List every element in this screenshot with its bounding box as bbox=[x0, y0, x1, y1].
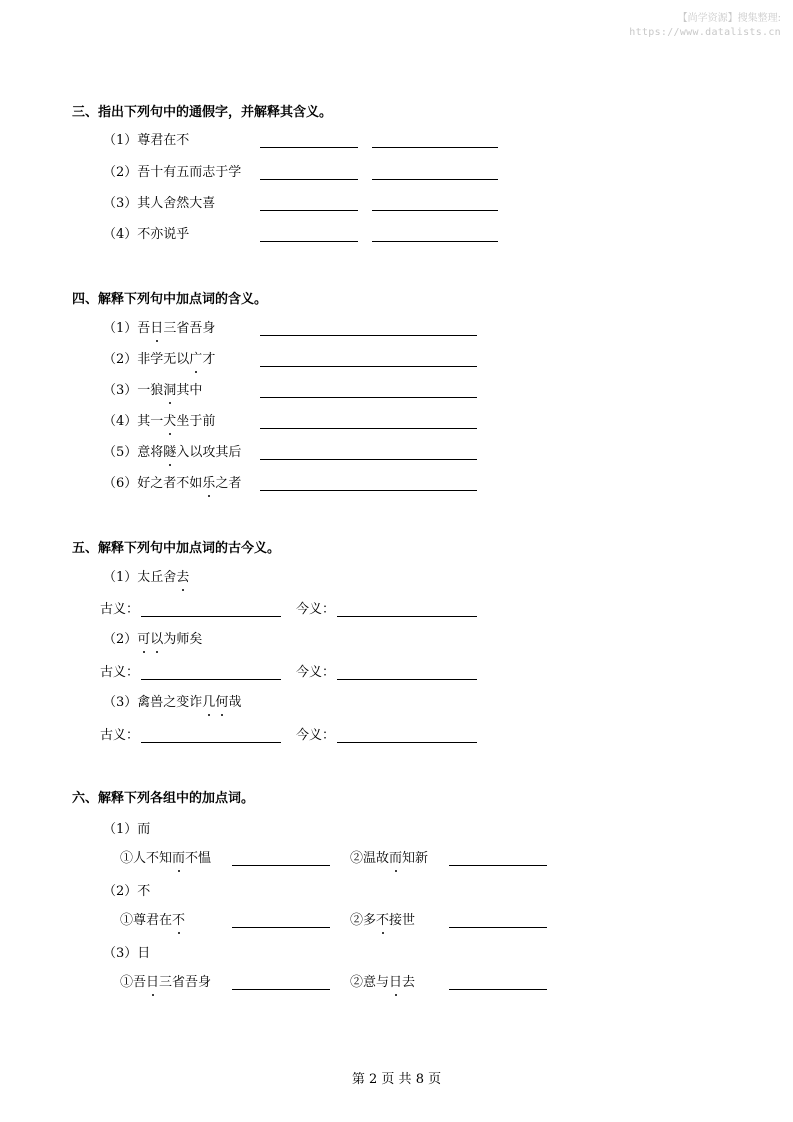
dotted-word: 日 bbox=[389, 975, 403, 990]
jin-label: 今义： bbox=[296, 602, 336, 617]
sec5-item-2: （2）可以为师矣 bbox=[103, 632, 203, 647]
dotted-word: 广 bbox=[189, 352, 203, 367]
answer-blank[interactable] bbox=[372, 179, 498, 180]
answer-blank[interactable] bbox=[372, 210, 498, 211]
sec6-option-b: ②多不接世 bbox=[350, 913, 416, 928]
sec5-item-3: （3）禽兽之变诈几何哉 bbox=[103, 695, 242, 710]
watermark-brand: 【尚学资源】搜集整理: bbox=[677, 13, 781, 24]
section-3-title: 三、指出下列句中的通假字，并解释其含义。 bbox=[72, 105, 333, 120]
sec3-item-4: （4）不亦说乎 bbox=[103, 227, 190, 242]
answer-blank[interactable] bbox=[449, 865, 547, 866]
answer-blank[interactable] bbox=[260, 179, 358, 180]
jin-answer-blank[interactable] bbox=[337, 679, 477, 680]
sec6-option-a: ①人不知而不愠 bbox=[120, 851, 212, 866]
sec4-item-3: （3）一狼洞其中 bbox=[103, 383, 203, 398]
dotted-word: 日 bbox=[150, 321, 164, 336]
answer-blank[interactable] bbox=[232, 865, 330, 866]
sec4-item-5: （5）意将隧入以攻其后 bbox=[103, 445, 242, 460]
dotted-word: 不 bbox=[172, 913, 186, 928]
jin-label: 今义： bbox=[296, 665, 336, 680]
answer-blank[interactable] bbox=[232, 927, 330, 928]
sec3-item-1: （1）尊君在不 bbox=[103, 133, 190, 148]
sec6-group-head: （1）而 bbox=[103, 822, 151, 837]
sec3-item-3: （3）其人舍然大喜 bbox=[103, 196, 216, 211]
answer-blank[interactable] bbox=[260, 147, 358, 148]
dotted-word: 可 bbox=[137, 632, 151, 647]
gu-answer-blank[interactable] bbox=[141, 616, 281, 617]
dotted-word: 洞 bbox=[163, 383, 177, 398]
sec6-group-head: （2）不 bbox=[103, 884, 151, 899]
answer-blank[interactable] bbox=[449, 927, 547, 928]
dotted-word: 隧 bbox=[163, 445, 177, 460]
page-number: 第 2 页 共 8 页 bbox=[351, 1072, 442, 1087]
jin-label: 今义： bbox=[296, 728, 336, 743]
jin-answer-blank[interactable] bbox=[337, 616, 477, 617]
dotted-word: 犬 bbox=[163, 414, 177, 429]
gu-answer-blank[interactable] bbox=[141, 679, 281, 680]
answer-blank[interactable] bbox=[260, 366, 477, 367]
watermark bbox=[629, 12, 781, 40]
watermark-url: https://www.datalists.cn bbox=[629, 27, 781, 38]
answer-blank[interactable] bbox=[260, 428, 477, 429]
gu-label: 古义： bbox=[100, 665, 140, 680]
jin-answer-blank[interactable] bbox=[337, 742, 477, 743]
sec6-option-a: ①吾日三省吾身 bbox=[120, 975, 212, 990]
dotted-word: 以 bbox=[150, 632, 164, 647]
dotted-word: 几 bbox=[202, 695, 216, 710]
sec4-item-4: （4）其一犬坐于前 bbox=[103, 414, 216, 429]
dotted-word: 不 bbox=[376, 913, 390, 928]
section-5-title: 五、解释下列句中加点词的古今义。 bbox=[72, 541, 281, 556]
gu-answer-blank[interactable] bbox=[141, 742, 281, 743]
answer-blank[interactable] bbox=[260, 397, 477, 398]
section-6-title: 六、解释下列各组中的加点词。 bbox=[72, 791, 255, 806]
dotted-word: 乐 bbox=[202, 476, 216, 491]
sec6-group-head: （3）日 bbox=[103, 946, 151, 961]
sec4-item-1: （1）吾日三省吾身 bbox=[103, 321, 216, 336]
sec4-item-6: （6）好之者不如乐之者 bbox=[103, 476, 242, 491]
answer-blank[interactable] bbox=[449, 989, 547, 990]
gu-label: 古义： bbox=[100, 602, 140, 617]
dotted-word: 日 bbox=[146, 975, 160, 990]
section-4-title: 四、解释下列句中加点词的含义。 bbox=[72, 292, 268, 307]
sec3-item-2: （2）吾十有五而志于学 bbox=[103, 165, 242, 180]
answer-blank[interactable] bbox=[372, 241, 498, 242]
sec4-item-2: （2）非学无以广才 bbox=[103, 352, 216, 367]
answer-blank[interactable] bbox=[372, 147, 498, 148]
dotted-word: 何 bbox=[215, 695, 229, 710]
answer-blank[interactable] bbox=[260, 241, 358, 242]
sec6-option-a: ①尊君在不 bbox=[120, 913, 186, 928]
sec6-option-b: ②温故而知新 bbox=[350, 851, 429, 866]
answer-blank[interactable] bbox=[260, 459, 477, 460]
dotted-word: 去 bbox=[176, 570, 190, 585]
answer-blank[interactable] bbox=[260, 490, 477, 491]
answer-blank[interactable] bbox=[260, 210, 358, 211]
dotted-word: 而 bbox=[172, 851, 186, 866]
answer-blank[interactable] bbox=[232, 989, 330, 990]
sec5-item-1: （1）太丘舍去 bbox=[103, 570, 190, 585]
sec6-option-b: ②意与日去 bbox=[350, 975, 416, 990]
answer-blank[interactable] bbox=[260, 335, 477, 336]
gu-label: 古义： bbox=[100, 728, 140, 743]
dotted-word: 而 bbox=[389, 851, 403, 866]
